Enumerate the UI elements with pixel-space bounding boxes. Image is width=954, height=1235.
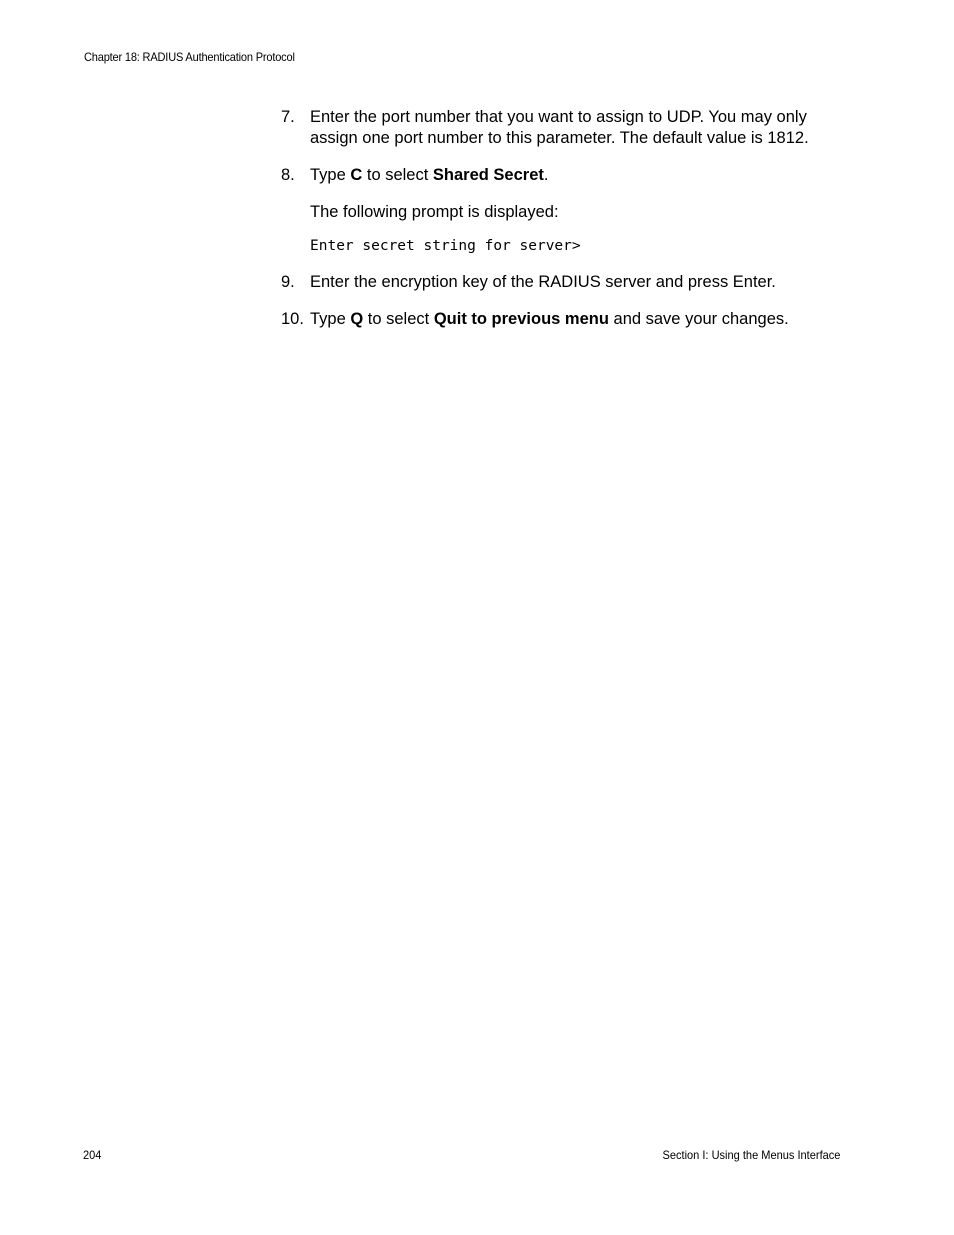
prompt-code: Enter secret string for server>: [310, 238, 581, 254]
step-text: [310, 165, 856, 186]
section-title: Section I: Using the Menus Interface: [662, 1148, 840, 1162]
document-body: [281, 107, 856, 330]
step-text: Enter the encryption key of the RADIUS server and press Enter.: [310, 273, 776, 291]
step-10: [281, 309, 856, 330]
step-text-suffix: .: [543, 166, 549, 184]
step-number: 10.: [281, 310, 304, 328]
step-number: 9.: [281, 273, 295, 291]
step-text: Enter the port number that you want to assign to UDP. You may only assign one port number to this parameter. The default value is 1812.: [310, 108, 809, 147]
step-7: [281, 107, 856, 149]
step-number: 8.: [281, 166, 295, 184]
step-text-middle: to select: [363, 310, 434, 328]
step-text-middle: to select: [362, 166, 433, 184]
step-8: [281, 165, 856, 186]
menu-option: Shared Secret: [432, 166, 544, 184]
menu-key: Q: [350, 310, 364, 328]
menu-option: Quit to previous menu: [433, 310, 609, 328]
step-number: 7.: [281, 108, 295, 126]
step-text: [310, 309, 856, 330]
page-number: 204: [83, 1148, 102, 1162]
menu-key: C: [350, 166, 363, 184]
step-text-suffix: and save your changes.: [608, 310, 789, 328]
step-text-prefix: Type: [310, 166, 351, 184]
prompt-intro: The following prompt is displayed:: [310, 203, 559, 221]
running-header: Chapter 18: RADIUS Authentication Protocol: [84, 50, 295, 64]
step-9: [281, 272, 856, 293]
step-text-prefix: Type: [310, 310, 351, 328]
